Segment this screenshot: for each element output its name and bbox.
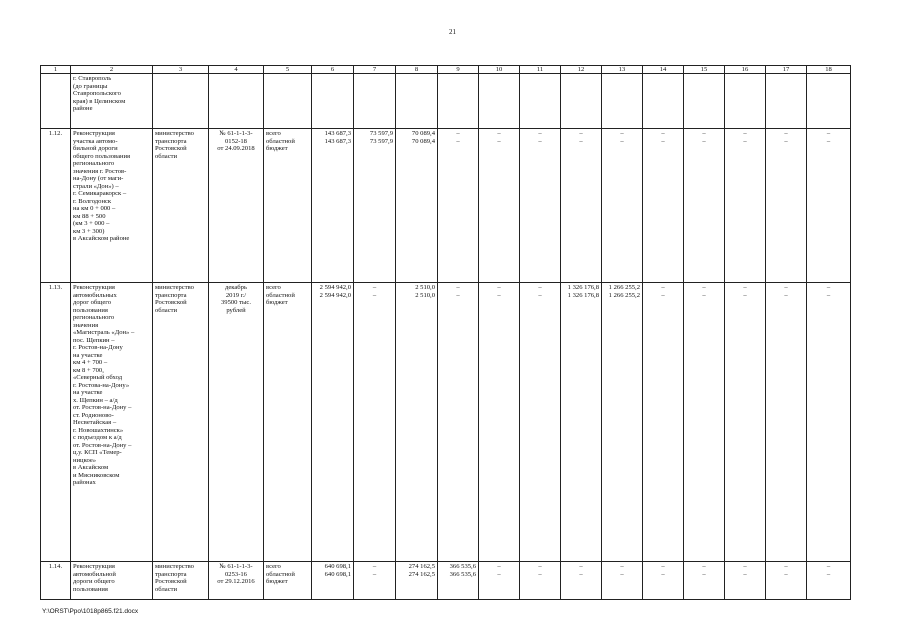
responsible-body: министерство транспорта Ростовской области bbox=[153, 129, 209, 283]
value-cell: 1 326 176,8 1 326 176,8 bbox=[561, 283, 602, 562]
value-cell: – – bbox=[684, 562, 725, 600]
budget-table bbox=[40, 65, 851, 600]
document-ref: декабрь 2019 г./ 39500 тыс. рублей bbox=[209, 283, 264, 562]
funding-source bbox=[264, 74, 312, 129]
column-number-row bbox=[41, 66, 851, 74]
column-number: 1 bbox=[41, 66, 71, 74]
value-cell bbox=[602, 74, 643, 129]
column-number: 3 bbox=[153, 66, 209, 74]
value-cell: – – bbox=[520, 283, 561, 562]
value-cell bbox=[479, 74, 520, 129]
table-row bbox=[41, 562, 851, 600]
value-cell: – – bbox=[643, 562, 684, 600]
column-number: 13 bbox=[602, 66, 643, 74]
value-cell bbox=[561, 74, 602, 129]
value-cell: – – bbox=[602, 129, 643, 283]
value-cell bbox=[684, 74, 725, 129]
column-number: 7 bbox=[354, 66, 396, 74]
value-cell: – – bbox=[561, 562, 602, 600]
column-number: 5 bbox=[264, 66, 312, 74]
value-cell: – – bbox=[354, 283, 396, 562]
document-ref: № 61-1-1-3- 0152-18 от 24.09.2018 bbox=[209, 129, 264, 283]
value-cell: – – bbox=[766, 562, 807, 600]
value-cell bbox=[643, 74, 684, 129]
value-cell: 2 510,0 2 510,0 bbox=[396, 283, 438, 562]
object-name: г. Ставрополь (до границы Ставропольского края) в Целинском районе bbox=[71, 74, 153, 129]
column-number: 18 bbox=[807, 66, 851, 74]
value-cell: 366 535,6 366 535,6 bbox=[438, 562, 479, 600]
column-number: 2 bbox=[71, 66, 153, 74]
value-cell: – – bbox=[643, 283, 684, 562]
funding-source: всего областной бюджет bbox=[264, 562, 312, 600]
value-cell bbox=[520, 74, 561, 129]
object-name: Реконструкция участка автомо- бильной дороги общего пользования регионального значения г. Ростов- на-Дону (от маги- страли «Дон») – г. Семикаракорск – г. Волгодонск на км 0 + 000 – км 88 + 500 (км 3 + 000 – км 3 + 300) в Аксайском районе bbox=[71, 129, 153, 283]
value-cell: – – bbox=[766, 283, 807, 562]
value-cell bbox=[766, 74, 807, 129]
value-cell: – – bbox=[520, 129, 561, 283]
row-number: 1.12. bbox=[41, 129, 71, 283]
document-ref bbox=[209, 74, 264, 129]
responsible-body bbox=[153, 74, 209, 129]
value-cell bbox=[312, 74, 354, 129]
column-number: 6 bbox=[312, 66, 354, 74]
value-cell bbox=[438, 74, 479, 129]
value-cell: 70 089,4 70 089,4 bbox=[396, 129, 438, 283]
value-cell: – – bbox=[479, 129, 520, 283]
value-cell: – – bbox=[479, 562, 520, 600]
column-number: 10 bbox=[479, 66, 520, 74]
object-name: Реконструкция автомобильной дороги общего пользования bbox=[71, 562, 153, 600]
value-cell: – – bbox=[725, 283, 766, 562]
column-number: 4 bbox=[209, 66, 264, 74]
value-cell: – – bbox=[438, 129, 479, 283]
column-number: 17 bbox=[766, 66, 807, 74]
column-number: 12 bbox=[561, 66, 602, 74]
value-cell: – – bbox=[479, 283, 520, 562]
value-cell: – – bbox=[684, 129, 725, 283]
funding-source: всего областной бюджет bbox=[264, 283, 312, 562]
table-row bbox=[41, 283, 851, 562]
row-number: 1.14. bbox=[41, 562, 71, 600]
document-path-footer: Y:\ORST\Ppo\1018p865.f21.docx bbox=[42, 608, 139, 615]
column-number: 16 bbox=[725, 66, 766, 74]
row-number: 1.13. bbox=[41, 283, 71, 562]
value-cell: – – bbox=[807, 129, 851, 283]
object-name: Реконструкция автомобильных дорог общего пользования регионального значения «Магистраль «Дон» – пос. Щепкин – г. Ростов-на-Дону на участке км 4 + 700 – км 8 + 700, «Северный обход г. Ростова-на-Дону» на участке х. Щепкин – а/д от. Ростов-на-Дону – ст. Родионово- Несветайская – г. Новошахтинск» с подъездом к а/д от. Ростов-на-Дону – ц.у. КСП «Темер- ницкое» в Аксайском и Мясниковском районах bbox=[71, 283, 153, 562]
value-cell: – – bbox=[766, 129, 807, 283]
funding-source: всего областной бюджет bbox=[264, 129, 312, 283]
value-cell: – – bbox=[602, 562, 643, 600]
value-cell bbox=[354, 74, 396, 129]
value-cell: – – bbox=[807, 562, 851, 600]
value-cell: – – bbox=[520, 562, 561, 600]
value-cell: 2 594 942,0 2 594 942,0 bbox=[312, 283, 354, 562]
value-cell: – – bbox=[725, 562, 766, 600]
table-row bbox=[41, 129, 851, 283]
table-row bbox=[41, 74, 851, 129]
column-number: 14 bbox=[643, 66, 684, 74]
page-number: 21 bbox=[449, 28, 456, 36]
column-number: 9 bbox=[438, 66, 479, 74]
value-cell: – – bbox=[807, 283, 851, 562]
value-cell bbox=[725, 74, 766, 129]
column-number: 11 bbox=[520, 66, 561, 74]
value-cell: 274 162,5 274 162,5 bbox=[396, 562, 438, 600]
value-cell: – – bbox=[643, 129, 684, 283]
document-ref: № 61-1-1-3- 0253-16 от 29.12.2016 bbox=[209, 562, 264, 600]
value-cell: 143 687,3 143 687,3 bbox=[312, 129, 354, 283]
value-cell: – – bbox=[354, 562, 396, 600]
responsible-body: министерство транспорта Ростовской области bbox=[153, 562, 209, 600]
column-number: 8 bbox=[396, 66, 438, 74]
responsible-body: министерство транспорта Ростовской области bbox=[153, 283, 209, 562]
value-cell: – – bbox=[684, 283, 725, 562]
value-cell bbox=[807, 74, 851, 129]
value-cell: 1 266 255,2 1 266 255,2 bbox=[602, 283, 643, 562]
column-number: 15 bbox=[684, 66, 725, 74]
value-cell bbox=[396, 74, 438, 129]
value-cell: – – bbox=[438, 283, 479, 562]
value-cell: – – bbox=[561, 129, 602, 283]
row-number bbox=[41, 74, 71, 129]
value-cell: 640 698,1 640 698,1 bbox=[312, 562, 354, 600]
value-cell: 73 597,9 73 597,9 bbox=[354, 129, 396, 283]
value-cell: – – bbox=[725, 129, 766, 283]
